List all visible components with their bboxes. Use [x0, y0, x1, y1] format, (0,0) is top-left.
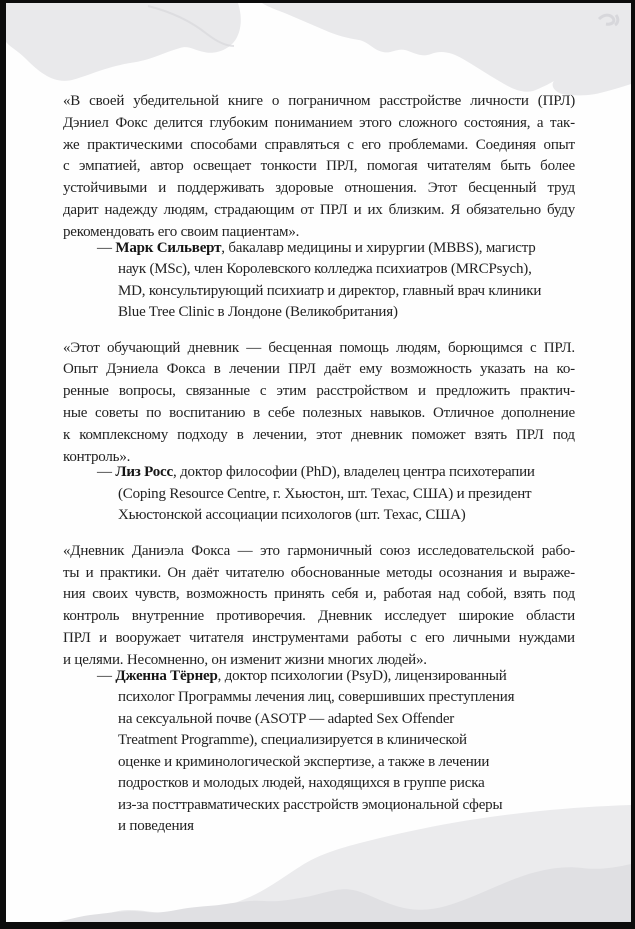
word: Соединяя: [475, 136, 536, 153]
word: ПРЛ: [63, 630, 91, 647]
word: обязательно: [466, 201, 541, 218]
word: в: [213, 361, 221, 378]
word: и,: [365, 586, 377, 603]
word: обоснованные: [290, 564, 380, 581]
word: вооружает: [115, 630, 181, 647]
word: себя: [331, 586, 359, 603]
word: состояния,: [463, 114, 531, 131]
word: бесценный: [468, 180, 537, 197]
quote-line: [63, 135, 575, 157]
author-credentials: , доктор философии (PhD), владелец центра психотерапии: [172, 464, 535, 481]
word: взять: [474, 426, 507, 443]
word: возможность: [186, 586, 268, 603]
quote-line: [63, 178, 575, 200]
quote-paragraph: [63, 91, 575, 244]
attribution-line: подростков и молодых людей, находящихся в группе риска: [118, 775, 485, 792]
word: Дневник: [318, 608, 373, 625]
word: надежду: [104, 201, 158, 218]
word: Он: [167, 564, 186, 581]
word: с: [529, 339, 537, 356]
word: же: [63, 136, 80, 153]
word: возможность: [390, 361, 472, 378]
word: читателю: [225, 564, 285, 581]
word: это: [260, 542, 280, 559]
quote-line: [63, 541, 575, 563]
word: нуждами: [518, 630, 575, 647]
endorsements-column: [63, 91, 575, 852]
word: чувств,: [134, 586, 180, 603]
word: его: [425, 630, 445, 647]
word: практическими: [87, 136, 183, 153]
quote-line: [63, 156, 575, 178]
word: ные: [63, 404, 88, 421]
attribution-line: Хьюстонской ассоциации психологов (шт. Техас, США): [118, 507, 466, 524]
word: (ПРЛ): [537, 93, 575, 109]
word: Отличное: [432, 404, 494, 421]
word: о: [271, 93, 280, 109]
quote-line: и целями. Несомненно, он изменит жизни многих людей».: [63, 651, 427, 668]
word: внутренние: [131, 608, 204, 625]
word: Фокса: [166, 361, 206, 378]
word: с: [347, 136, 354, 153]
quote-line: [63, 563, 575, 585]
word: глубоким: [209, 114, 268, 131]
author-name: Лиз Росс: [115, 464, 173, 481]
word: даёт: [192, 564, 219, 581]
word: ему: [359, 361, 383, 378]
word: его: [361, 136, 381, 153]
author-credentials: , бакалавр медицины и хирургии (MBBS), магистр: [221, 239, 536, 256]
word: противоречия.: [216, 608, 306, 625]
word: с: [410, 630, 417, 647]
attribution-line: психолог Программы лечения лиц, совершивших преступления: [118, 689, 515, 706]
word: книге: [227, 93, 263, 109]
attribution-line: [97, 238, 575, 260]
word: работы: [357, 630, 402, 647]
word: этого: [359, 114, 392, 131]
quote-line: [63, 381, 575, 403]
word: освещает: [193, 158, 252, 175]
quote-line: [63, 91, 575, 113]
attribution-dash: —: [97, 239, 112, 256]
word: пограничном: [288, 93, 371, 109]
attribution-line: [97, 462, 575, 484]
word: расстройством: [316, 383, 408, 400]
word: ния: [63, 586, 86, 603]
attribution-dash: —: [97, 667, 112, 684]
word: ПРЛ.: [543, 339, 575, 356]
word: и: [353, 201, 362, 218]
word: а: [536, 114, 544, 131]
word: бесценная: [268, 339, 332, 356]
attribution-line: из-за посттравматических расстройств эмоциональной сферы: [118, 796, 503, 813]
word: «В: [63, 93, 81, 109]
quote-line: [63, 606, 575, 628]
word: здоровые: [275, 180, 334, 197]
quote-line: [63, 584, 575, 606]
word: труд: [547, 180, 575, 197]
word: людям,: [396, 339, 441, 356]
word: исследовательской: [417, 542, 535, 559]
word: практич-: [520, 383, 575, 400]
word: «Этот: [63, 339, 100, 356]
word: полезных: [302, 404, 363, 421]
quote-line: [63, 200, 575, 222]
word: предложить: [435, 383, 511, 400]
word: своих: [92, 586, 128, 603]
word: убедительной: [133, 93, 219, 109]
word: ПРЛ: [288, 361, 316, 378]
word: принять: [274, 586, 325, 603]
word: быть: [500, 158, 531, 175]
attribution: [63, 666, 575, 838]
word: ПРЛ: [515, 426, 544, 443]
attribution-dash: —: [97, 464, 112, 481]
word: и: [158, 180, 167, 197]
word: этот: [316, 426, 342, 443]
word: сложного: [398, 114, 458, 131]
word: проблемами.: [388, 136, 469, 153]
quote-line: [63, 359, 575, 381]
author-name: Марк Сильверт: [115, 239, 222, 256]
word: союз: [379, 542, 411, 559]
attribution-line: Treatment Programme), специализируется в клинической: [118, 732, 467, 749]
word: читателям: [426, 158, 491, 175]
word: указать: [480, 361, 526, 378]
word: личными: [452, 630, 511, 647]
word: выраже-: [523, 564, 575, 581]
word: автор: [149, 158, 184, 175]
attribution-line: MD, консультирующий психиатр и директор, главный врач клиники: [118, 282, 542, 299]
attribution-line: Blue Tree Clinic в Лондоне (Великобритания): [118, 304, 398, 321]
word: в: [236, 426, 244, 443]
word: Дэниел: [63, 114, 109, 131]
word: ПРЛ,: [326, 158, 358, 175]
word: и: [508, 564, 517, 581]
attribution: [63, 238, 575, 324]
word: дарит: [63, 201, 99, 218]
word: расстройстве: [379, 93, 462, 109]
attribution: [63, 462, 575, 527]
word: страдающим: [214, 201, 295, 218]
word: поддерживать: [177, 180, 265, 197]
word: помощь: [339, 339, 389, 356]
word: эмпатией,: [79, 158, 141, 175]
word: Опыт: [63, 361, 98, 378]
word: дневник: [187, 339, 239, 356]
word: людям,: [163, 201, 209, 218]
word: —: [246, 339, 262, 356]
quote-line: [63, 338, 575, 360]
word: над: [438, 586, 460, 603]
word: поможет: [411, 426, 466, 443]
word: и: [85, 564, 94, 581]
word: ты: [63, 564, 80, 581]
word: рабо-: [541, 542, 575, 559]
word: так-: [550, 114, 575, 131]
word: методы: [386, 564, 433, 581]
attribution-line: и поведения: [118, 818, 194, 835]
word: Даниэла: [131, 542, 184, 559]
word: Дэниела: [106, 361, 159, 378]
word: связанные: [185, 383, 250, 400]
word: широкие: [458, 608, 514, 625]
word: с: [63, 158, 70, 175]
word: Я: [450, 201, 461, 218]
word: дневник: [351, 426, 403, 443]
quote-paragraph: [63, 338, 575, 469]
word: отношения.: [344, 180, 417, 197]
word: и: [418, 383, 426, 400]
quote-line: [63, 628, 575, 650]
word: осознания: [438, 564, 503, 581]
word: лечении,: [252, 426, 307, 443]
word: взять: [513, 586, 546, 603]
word: комплексному: [79, 426, 169, 443]
word: устойчивыми: [63, 180, 148, 197]
word: от: [300, 201, 314, 218]
word: близким.: [388, 201, 445, 218]
word: своей: [89, 93, 125, 109]
word: обучающий: [106, 339, 181, 356]
quote-line: контроль».: [63, 448, 131, 465]
word: Фокса: [191, 542, 231, 559]
attribution-line: [97, 666, 575, 688]
word: гармоничный: [287, 542, 372, 559]
word: даёт: [324, 361, 351, 378]
word: советы: [95, 404, 139, 421]
word: собой,: [466, 586, 507, 603]
word: этим: [276, 383, 307, 400]
quote-line: рекомендовать его своим пациентам».: [63, 223, 300, 240]
word: опыт: [543, 136, 575, 153]
word: ПРЛ: [319, 201, 348, 218]
word: их: [367, 201, 383, 218]
word: Этот: [427, 180, 458, 197]
word: Фокс: [115, 114, 148, 131]
word: пониманием: [274, 114, 353, 131]
word: справляться: [264, 136, 340, 153]
word: с: [259, 383, 267, 400]
word: вопросы,: [118, 383, 176, 400]
quote-line: [63, 403, 575, 425]
word: работая: [383, 586, 432, 603]
word: дополнение: [501, 404, 575, 421]
word: контроль: [63, 608, 120, 625]
word: подходу: [177, 426, 228, 443]
attribution-line: на сексуальной почве (ASOTP — adapted Sex Offender: [118, 710, 455, 727]
word: способами: [190, 136, 257, 153]
word: личности: [470, 93, 529, 109]
word: практики.: [99, 564, 161, 581]
word: помогая: [366, 158, 418, 175]
word: ренные: [63, 383, 109, 400]
word: читателя: [188, 630, 244, 647]
word: и: [99, 630, 107, 647]
word: тонкости: [260, 158, 317, 175]
word: делится: [154, 114, 203, 131]
author-name: Дженна Тёрнер: [115, 667, 218, 684]
word: себе: [267, 404, 295, 421]
attribution-line: наук (MSc), член Королевского колледжа психиатров (MRCPsych),: [118, 261, 532, 278]
quote-line: [63, 113, 575, 135]
attribution-line: (Coping Resource Centre, г. Хьюстон, шт. Техас, США) и президент: [118, 485, 532, 502]
attribution-line: оценке и криминологической экспертизе, а также в лечении: [118, 753, 490, 770]
word: более: [540, 158, 575, 175]
word: буду: [547, 201, 575, 218]
word: ко-: [556, 361, 575, 378]
word: по: [146, 404, 162, 421]
word: на: [533, 361, 549, 378]
word: под: [552, 586, 575, 603]
word: —: [237, 542, 253, 559]
word: воспитанию: [169, 404, 246, 421]
author-credentials: , доктор психологии (PsyD), лицензированный: [217, 667, 507, 684]
quote-line: [63, 425, 575, 447]
word: навыков.: [369, 404, 426, 421]
word: «Дневник: [63, 542, 125, 559]
word: борющимся: [447, 339, 523, 356]
word: к: [63, 426, 71, 443]
word: инструментами: [252, 630, 349, 647]
word: в: [253, 404, 261, 421]
word: под: [552, 426, 575, 443]
word: лечении: [229, 361, 280, 378]
quote-paragraph: [63, 541, 575, 672]
word: области: [526, 608, 575, 625]
word: исследует: [384, 608, 447, 625]
